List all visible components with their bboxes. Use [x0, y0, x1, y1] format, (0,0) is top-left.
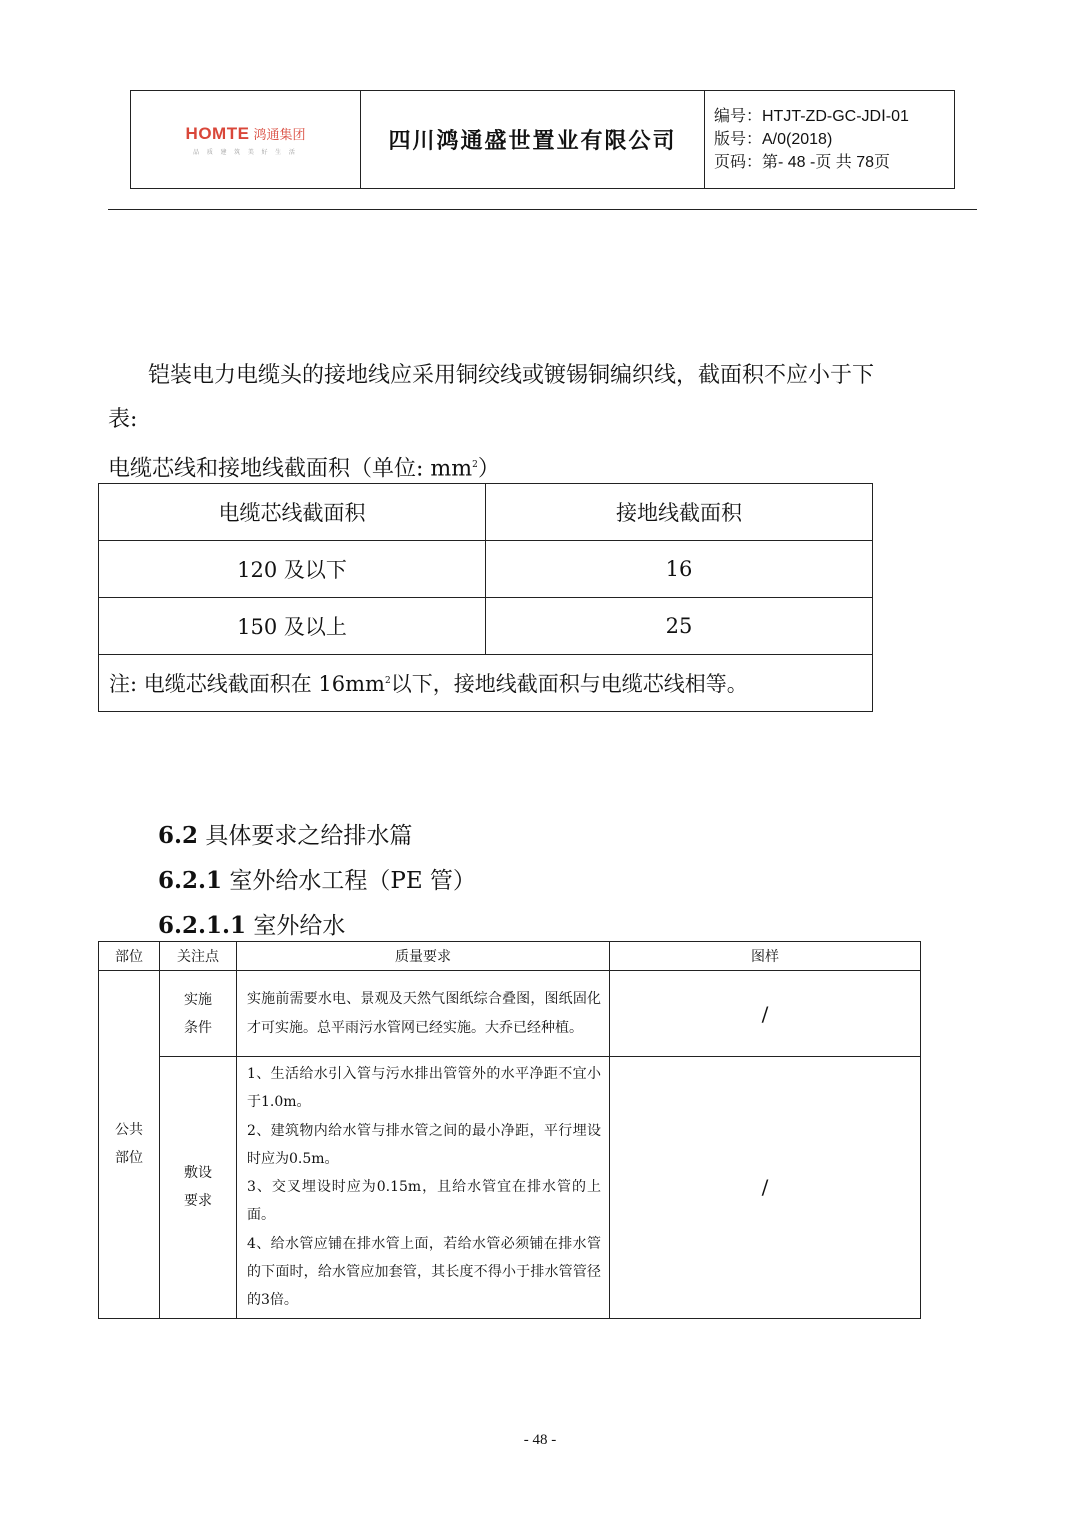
table-header-row: [99, 942, 921, 971]
table-row: [99, 541, 873, 598]
sample-cell: /: [610, 1057, 921, 1319]
table-header: 电缆芯线截面积: [99, 484, 486, 541]
table-row: [99, 971, 921, 1057]
requirement-item: 2、建筑物内给水管与排水管之间的最小净距，平行埋设时应为0.5m。: [247, 1122, 601, 1167]
table-header: 图样: [610, 942, 921, 971]
section-heading-6-2: 6.2 具体要求之给排水篇: [158, 822, 413, 849]
table-cell: 25: [486, 598, 873, 655]
part-cell: 公共 部位: [99, 971, 160, 1319]
header-divider: [108, 209, 977, 210]
table-header: 质量要求: [237, 942, 610, 971]
intro-line-1: 铠装电力电缆头的接地线应采用铜绞线或镀锡铜编织线，截面积不应小于下: [148, 363, 875, 388]
document-meta: [705, 91, 954, 188]
table-row: [99, 598, 873, 655]
focus-cell: 实施 条件: [160, 971, 237, 1057]
table-row: [99, 1057, 921, 1319]
sample-cell: /: [610, 971, 921, 1057]
requirement-item: 4、给水管应铺在排水管上面，若给水管必须铺在排水管的下面时，给水管应加套管，其长度不得小于排水管管径的3倍。: [247, 1235, 601, 1309]
document-header: [130, 90, 955, 189]
section-heading-6-2-1-1: 6.2.1.1 室外给水: [158, 912, 346, 939]
grounding-wire-table: [98, 483, 873, 712]
table-header: 部位: [99, 942, 160, 971]
logo-text-en: HOMTE: [185, 123, 250, 143]
table-header: 关注点: [160, 942, 237, 971]
requirement-item: 3、交叉埋设时应为0.15m，且给水管宜在排水管的上面。: [247, 1179, 601, 1224]
table-cell: 16: [486, 541, 873, 598]
table-header: 接地线截面积: [486, 484, 873, 541]
doc-number: 编号：HTJT-ZD-GC-JDⅠ-01: [714, 108, 909, 125]
logo-text-cn: 鸿通集团: [253, 127, 306, 142]
outdoor-water-supply-table: [98, 941, 921, 1319]
page-number: - 48 -: [523, 1432, 557, 1448]
focus-cell: 敷设 要求: [160, 1057, 237, 1319]
doc-version: 版号：A/0(2018): [714, 131, 833, 148]
table-cell: 150 及以上: [99, 598, 486, 655]
intro-line-2: 表:: [108, 407, 138, 432]
table-note-row: [99, 655, 873, 712]
table-note: 注: 电缆芯线截面积在 $16mm^2$以下，接地线截面积与电缆芯线相等。: [99, 655, 873, 712]
section-heading-6-2-1: 6.2.1 室外给水工程（PE 管）: [158, 867, 476, 894]
company-logo: [131, 91, 361, 188]
doc-page-info: 页码：第- 48 -页 共 78页: [714, 154, 891, 171]
table-cell: 120 及以下: [99, 541, 486, 598]
company-name: 四川鸿通盛世置业有限公司: [361, 91, 705, 188]
requirement-item: 1、生活给水引入管与污水排出管管外的水平净距不宜小于1.0m。: [247, 1066, 601, 1111]
requirement-cell: [237, 1057, 610, 1319]
requirement-cell: 实施前需要水电、景观及天然气图纸综合叠图，图纸固化才可实施。总平雨污水管网已经实施。大乔已经种植。: [237, 971, 610, 1057]
table-header-row: [99, 484, 873, 541]
table1-caption: 电缆芯线和接地线截面积（单位: $mm^2$）: [108, 456, 500, 482]
logo-tagline: 品 质 建 筑 美 好 生 活: [193, 149, 298, 156]
